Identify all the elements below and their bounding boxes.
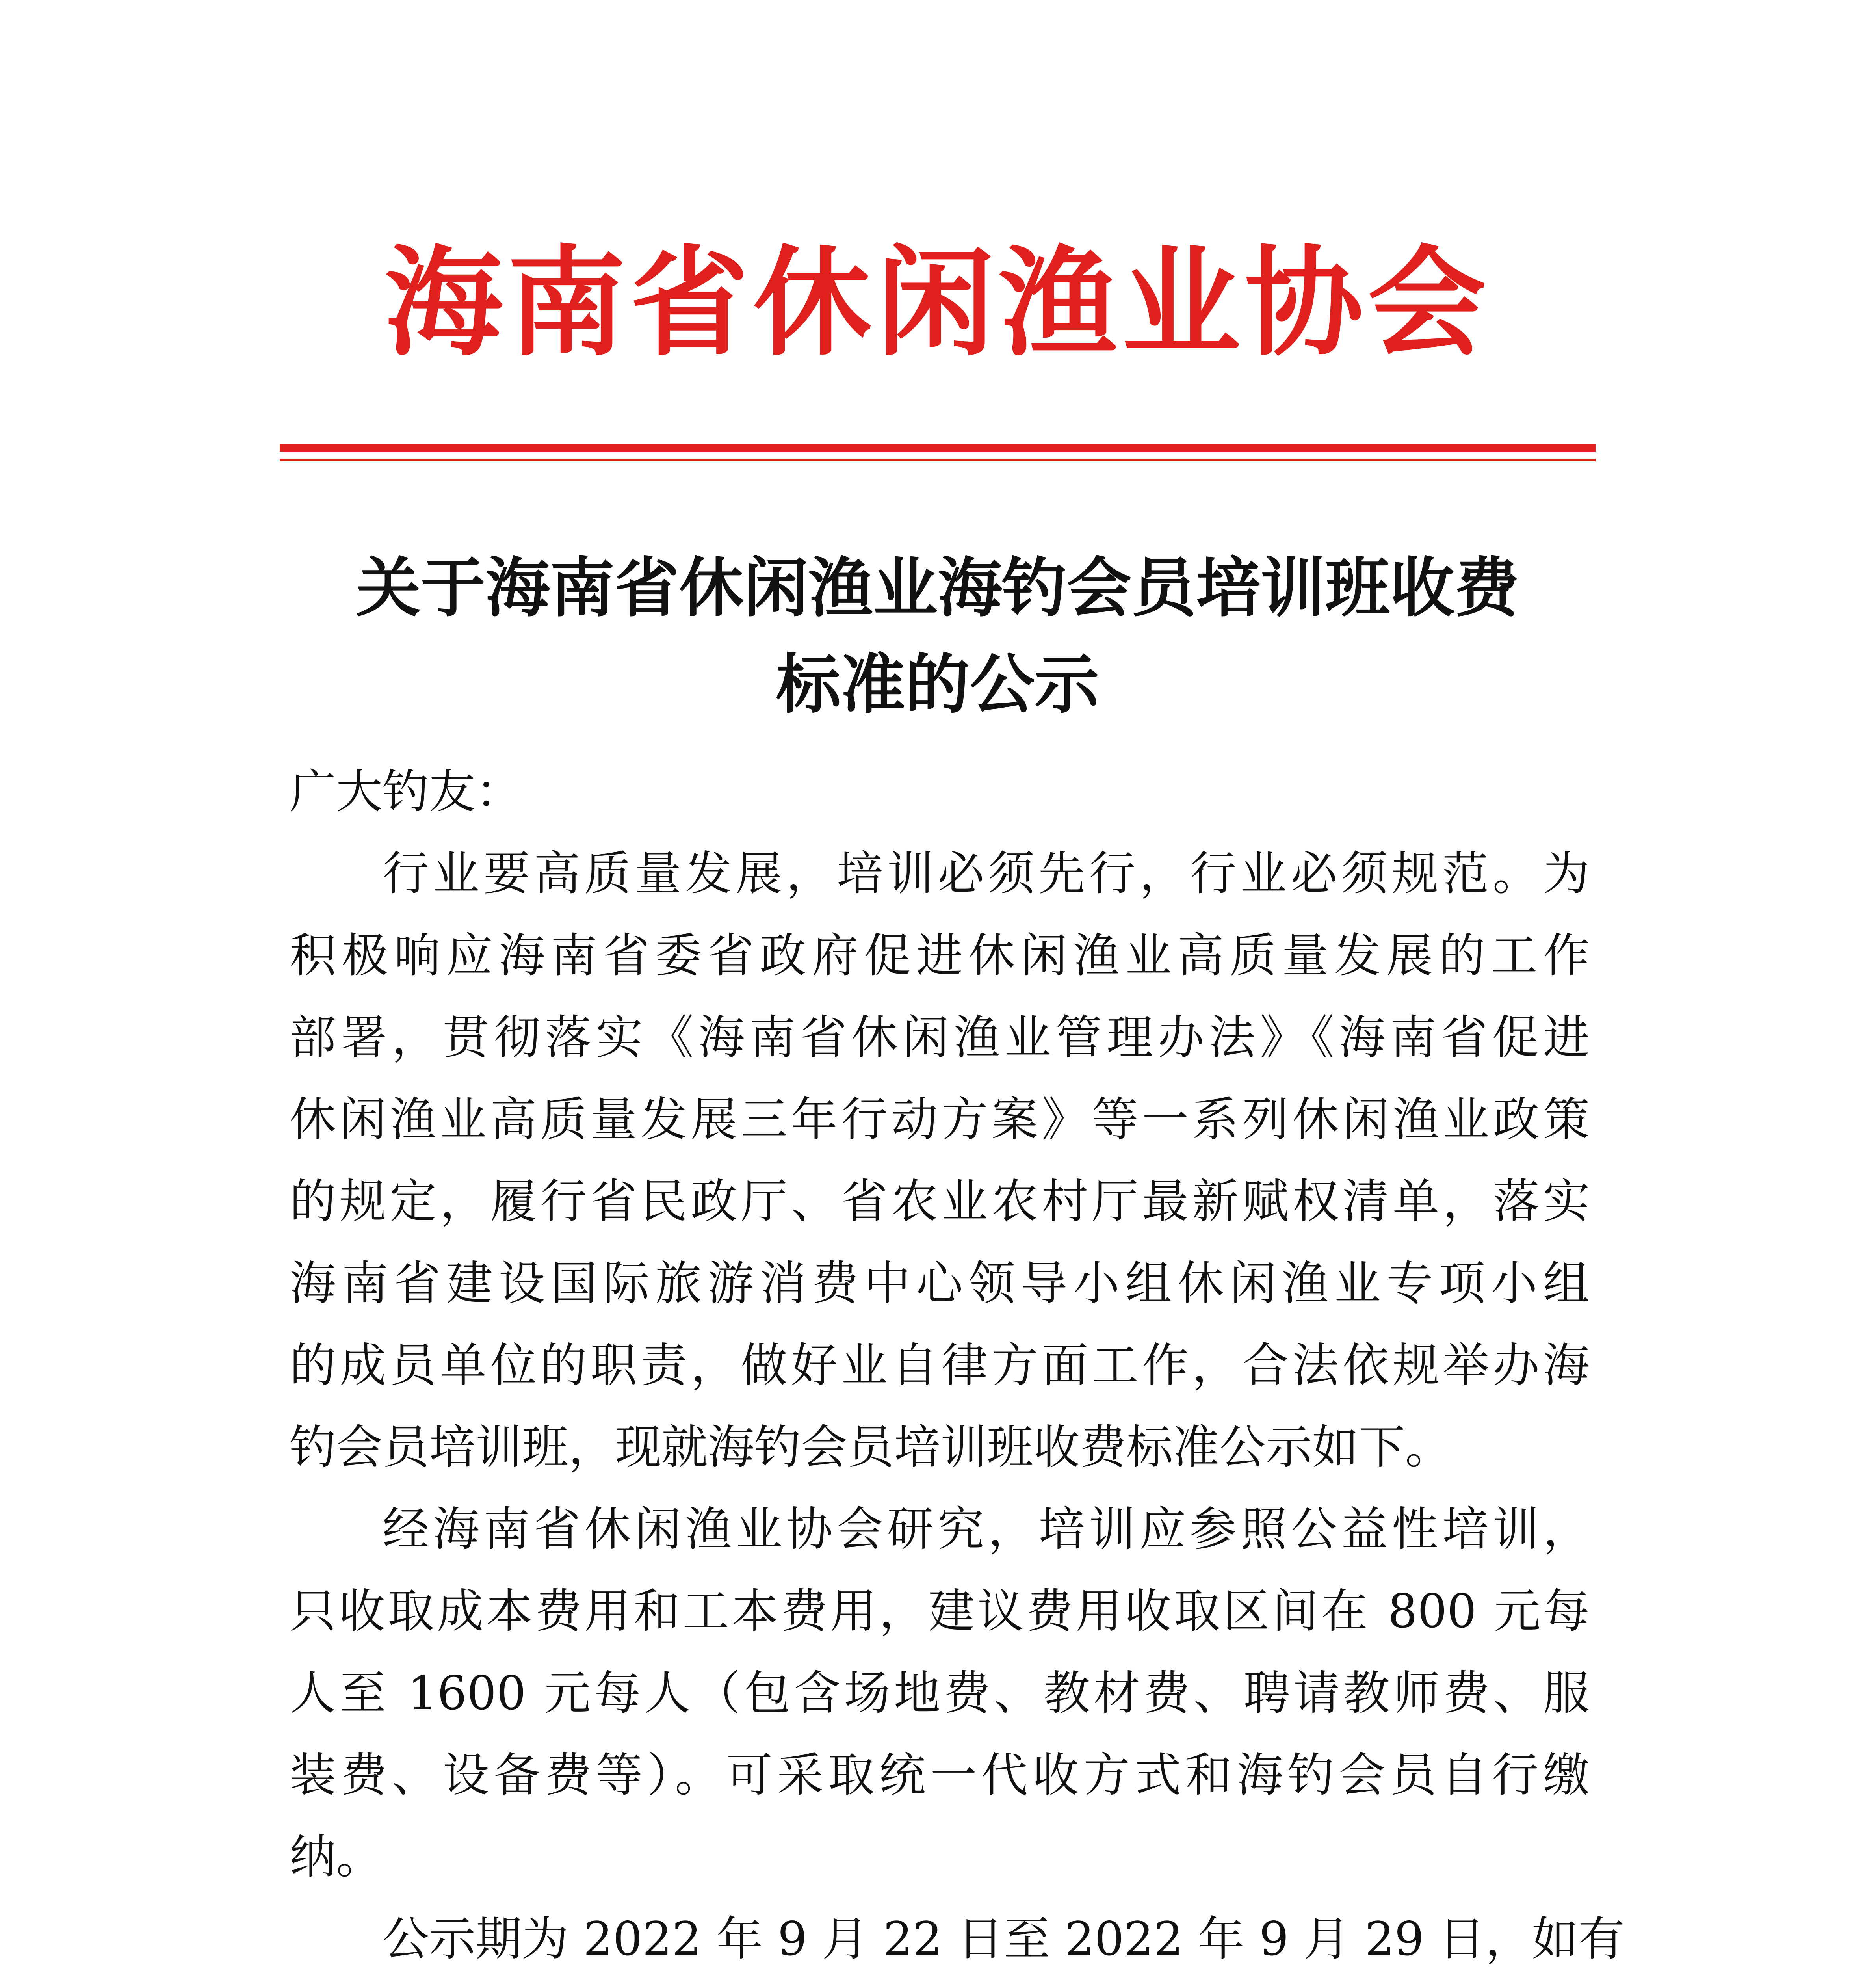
letterhead-title: 海南省休闲渔业协会	[384, 234, 1491, 372]
salutation: 广大钓友：	[290, 764, 522, 819]
paragraph-1-line: 钓会员培训班，现就海钓会员培训班收费标准公示如下。	[290, 1420, 1452, 1474]
letterhead-rule-thin	[280, 459, 1596, 461]
paragraph-2-line: 人至 1600 元每人（包含场地费、教材费、聘请教师费、服	[290, 1666, 1590, 1720]
notice-body	[290, 751, 1625, 1970]
paragraph-1-line: 行业要高质量发展，培训必须先行，行业必须规范。为	[383, 846, 1590, 901]
paragraph-3-line: 公示期为 2022 年 9 月 22 日至 2022 年 9 月 29 日，如有	[383, 1912, 1625, 1966]
paragraph-1-line: 的成员单位的职责，做好业自律方面工作，合法依规举办海	[290, 1338, 1590, 1392]
notice-title	[276, 540, 1599, 733]
paragraph-1-line: 部署，贯彻落实《海南省休闲渔业管理办法》《海南省促进	[290, 1010, 1590, 1065]
paragraph-1-line: 积极响应海南省委省政府促进休闲渔业高质量发展的工作	[290, 928, 1590, 983]
notice-title-line-2: 标准的公示	[776, 647, 1099, 722]
paragraph-1-line: 海南省建设国际旅游消费中心领导小组休闲渔业专项小组	[290, 1256, 1590, 1310]
paragraph-2-line: 只收取成本费用和工本费用，建议费用收取区间在 800 元每	[290, 1584, 1590, 1638]
notice-title-line-1: 关于海南省休闲渔业海钓会员培训班收费	[356, 550, 1519, 626]
paragraph-1-line: 休闲渔业高质量发展三年行动方案》等一系列休闲渔业政策	[290, 1092, 1590, 1147]
paragraph-2-line: 经海南省休闲渔业协会研究，培训应参照公益性培训，	[383, 1502, 1590, 1556]
letterhead-rule-thick	[280, 444, 1596, 452]
paragraph-1-line: 的规定，履行省民政厅、省农业农村厅最新赋权清单，落实	[290, 1174, 1590, 1228]
paragraph-2-line: 纳。	[290, 1830, 383, 1884]
paragraph-2-line: 装费、设备费等）。可采取统一代收方式和海钓会员自行缴	[290, 1748, 1590, 1802]
